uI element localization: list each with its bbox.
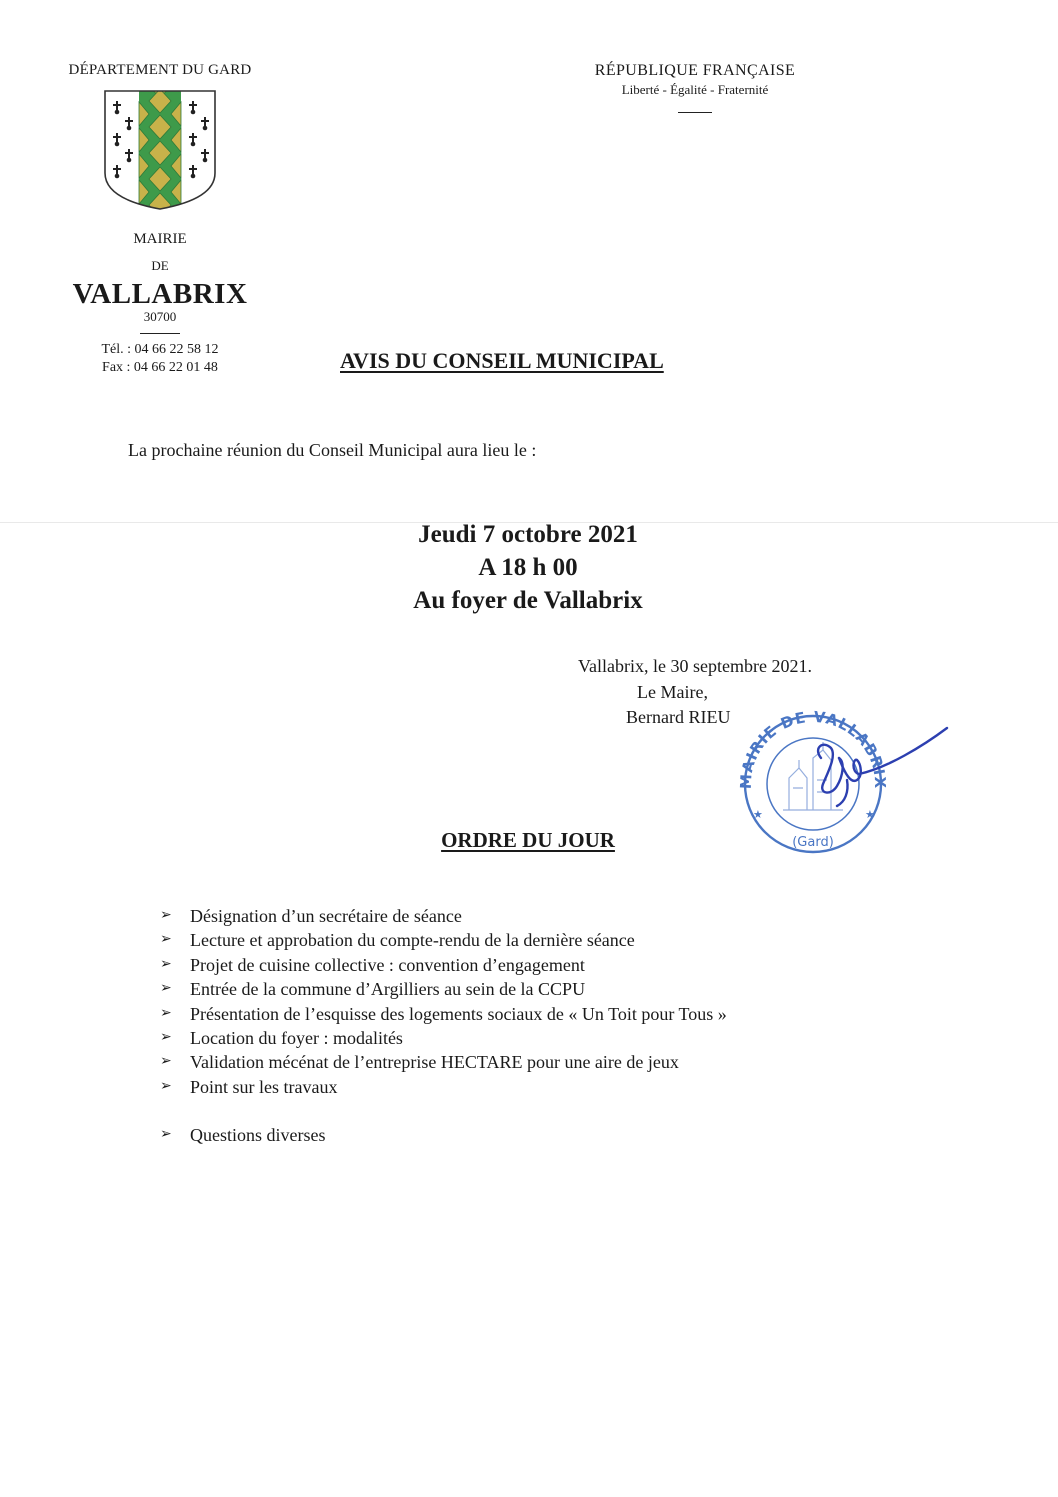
notice-intro: La prochaine réunion du Conseil Municipal aura lieu le : <box>128 440 537 460</box>
official-stamp-icon <box>727 688 987 858</box>
list-item <box>160 1050 727 1074</box>
list-item <box>160 904 727 928</box>
arrow-bullet-icon: ➢ <box>160 956 172 972</box>
svg-text:MAIRIE DE VALLABRIX: MAIRIE DE VALLABRIX <box>736 707 890 790</box>
svg-text:(Gard): (Gard) <box>792 835 834 850</box>
republic-header <box>540 62 850 113</box>
arrow-bullet-icon: ➢ <box>160 908 172 923</box>
agenda-item-text: Point sur les travaux <box>190 1076 338 1097</box>
list-item <box>160 1075 727 1099</box>
arrow-bullet-icon: ➢ <box>160 1127 172 1143</box>
agenda-item-text: Désignation d’un secrétaire de séance <box>190 906 462 926</box>
arrow-bullet-icon: ➢ <box>160 1078 172 1094</box>
svg-text:★: ★ <box>753 808 763 821</box>
arrow-bullet-icon: ➢ <box>160 932 172 948</box>
meeting-details <box>300 518 756 617</box>
agenda-item-text: Location du foyer : modalités <box>190 1027 403 1048</box>
department-label: DÉPARTEMENT DU GARD <box>68 62 252 78</box>
agenda-title: ORDRE DU JOUR <box>441 828 615 852</box>
de-label: DE <box>151 258 169 273</box>
mayor-title: Le Maire, <box>637 682 708 702</box>
notice-title: AVIS DU CONSEIL MUNICIPAL <box>340 348 664 373</box>
arrow-bullet-icon: ➢ <box>160 1054 172 1070</box>
mayor-name: Bernard RIEU <box>626 707 731 727</box>
meeting-time: A 18 h 00 <box>478 554 578 581</box>
mairie-label: MAIRIE <box>133 231 187 247</box>
list-item <box>160 1002 727 1026</box>
republic-motto: Liberté - Égalité - Fraternité <box>621 82 769 97</box>
arrow-bullet-icon: ➢ <box>160 1005 172 1021</box>
list-item <box>160 928 727 952</box>
meeting-place: Au foyer de Vallabrix <box>413 587 643 614</box>
agenda-list <box>160 904 727 1148</box>
signature-date-place: Vallabrix, le 30 septembre 2021. <box>578 656 812 676</box>
list-item <box>160 977 727 1001</box>
coat-of-arms-icon <box>101 87 219 213</box>
agenda-item-text: Questions diverses <box>190 1125 326 1146</box>
agenda-item-text: Lecture et approbation du compte-rendu de la dernière séance <box>190 930 635 951</box>
mairie-header <box>40 62 280 376</box>
arrow-bullet-icon: ➢ <box>160 1029 172 1045</box>
arrow-bullet-icon: ➢ <box>160 981 172 997</box>
meeting-date: Jeudi 7 octobre 2021 <box>418 521 638 548</box>
list-item <box>160 1026 727 1050</box>
svg-text:★: ★ <box>865 808 875 821</box>
agenda-item-text: Projet de cuisine collective : convention d’engagement <box>190 954 585 975</box>
list-item <box>160 953 727 977</box>
agenda-item-text: Présentation de l’esquisse des logements sociaux de « Un Toit pour Tous » <box>190 1003 727 1024</box>
header-divider <box>140 333 180 334</box>
fax-number: Fax : 04 66 22 01 48 <box>102 360 218 375</box>
header-divider <box>678 112 712 113</box>
republic-label: RÉPUBLIQUE FRANÇAISE <box>594 62 796 79</box>
commune-name: VALLABRIX <box>72 278 248 310</box>
agenda-item-text: Validation mécénat de l’entreprise HECTARE pour une aire de jeux <box>190 1052 679 1073</box>
agenda-item-text: Entrée de la commune d’Argilliers au sein de la CCPU <box>190 979 586 1000</box>
phone-number: Tél. : 04 66 22 58 12 <box>101 342 219 357</box>
list-item <box>160 1123 727 1147</box>
postcode: 30700 <box>143 309 177 324</box>
